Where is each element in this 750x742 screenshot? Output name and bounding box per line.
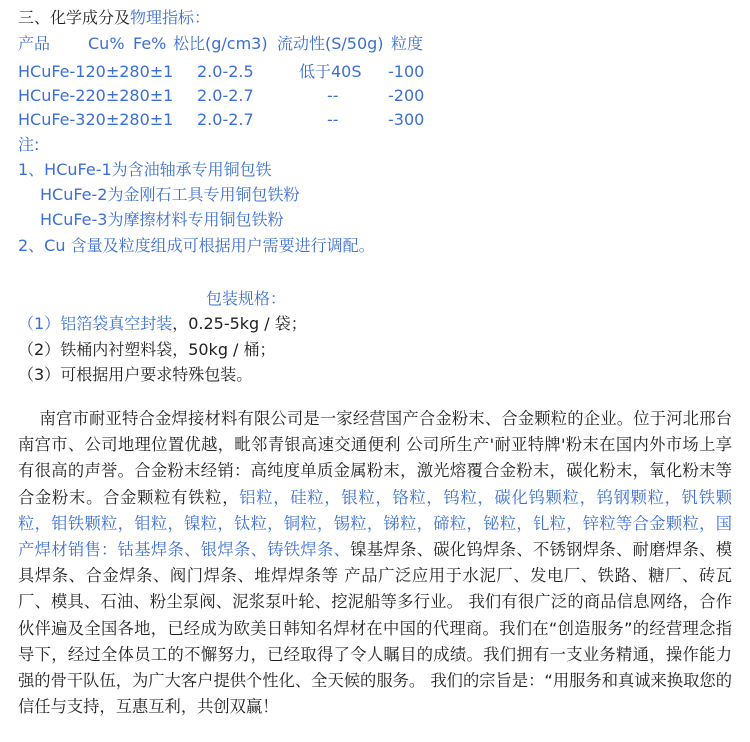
packaging-item-num: （2） <box>18 340 61 359</box>
company-description-highlight: 铝粒，硅粒，银粒，铬粒，钨粒，碳化钨颗粒，钨钢颗粒，钒铁颗粒，钼铁颗粒，钼粒，镍粒，钛粒，铜粒，锡粒，锑粒，碲粒，铋粒，钆粒，锌粒等合金颗粒，国产焊材销售：钴基焊条、银焊条、铸铁焊条、 <box>18 487 732 560</box>
packaging-item <box>18 365 252 385</box>
note-item: HCuFe-3为摩擦材料专用铜包铁粉 <box>40 210 284 229</box>
packaging-item-num: （3） <box>18 365 61 384</box>
table-header-fe: Fe% <box>133 34 167 53</box>
table-header-product: 产品 <box>18 34 51 53</box>
company-description <box>18 406 732 720</box>
table-row-product: HCuFe-220±280±1 <box>18 86 174 105</box>
packaging-item <box>18 314 307 334</box>
table-row-size: -300 <box>388 110 425 129</box>
section-heading-suffix: 物理指标： <box>130 8 211 27</box>
note-item: HCuFe-2为金刚石工具专用铜包铁粉 <box>40 185 300 204</box>
packaging-item-text: 铁桶内衬塑料袋，50kg / 桶； <box>60 340 276 359</box>
table-row-product: HCuFe-320±280±1 <box>18 110 174 129</box>
table-row-flow: 低于40S <box>299 62 362 81</box>
packaging-item-text: 可根据用户要求特殊包装。 <box>60 365 253 384</box>
table-row-bulk: 2.0-2.7 <box>197 110 254 129</box>
packaging-item-num: （1） <box>18 314 61 333</box>
table-row-flow: -- <box>327 86 339 105</box>
note-item: 1、HCuFe-1为含油轴承专用铜包铁 <box>18 160 272 179</box>
section-heading <box>18 8 210 28</box>
packaging-item <box>18 340 276 360</box>
company-description-part1: 南宫市耐亚特合金焊接材料有限公司是一家经营国产合金粉末、合金颗粒的企业。位于河北邢台南宫市、公司地理位置优越，毗邻青银高速交通便利 公司所生产'耐亚特牌'粉末在国内外市场上享有很高的声誉。合金粉末经销：高纯度单质金属粉末，激光熔覆合金粉末，碳化粉末，氧化粉末等合金粉末。合金颗粒有铁粒， <box>18 409 732 507</box>
company-description-part3: 镍基焊条、碳化钨焊条、不锈钢焊条、耐磨焊条、模具焊条、合金焊条、阀门焊条、堆焊焊条等 产品广泛应用于水泥厂、发电厂、铁路、糖厂、砖瓦厂、模具、石油、粉尘泵阀、泥浆泵叶轮、挖泥船等多行业。 我们有很广泛的商品信息网络，合作伙伴遍及全国各地，已经成为欧美日韩知名焊材在中国的代理商。我们在“创造服务”的经营理念指导下，经过全体员工的不懈努力，已经取得了令人瞩目的成绩。我们拥有一支业务精通，操作能力强的骨干队伍，为广大客户提供个性化、全天候的服务。 我们的宗旨是：“用服务和真诚来换取您的信任与支持，互惠互利，共创双赢！ <box>18 540 732 717</box>
packaging-title: 包装规格： <box>206 289 287 308</box>
table-row-bulk: 2.0-2.7 <box>197 86 254 105</box>
note-item: 2、Cu 含量及粒度组成可根据用户需要进行调配。 <box>18 236 375 255</box>
table-header-cu: Cu% <box>88 34 125 53</box>
table-row-product: HCuFe-120±280±1 <box>18 62 174 81</box>
table-row-flow: -- <box>327 110 339 129</box>
packaging-item-text: ，0.25-5kg / 袋； <box>172 314 307 333</box>
table-row-size: -100 <box>388 62 425 81</box>
section-heading-prefix: 三、化学成分及 <box>18 8 131 27</box>
table-header-size: 粒度 <box>391 34 424 53</box>
table-header-flow: 流动性(S/50g) <box>277 34 384 53</box>
table-header-bulk: 松比(g/cm3) <box>173 34 268 53</box>
table-row-bulk: 2.0-2.5 <box>197 62 254 81</box>
table-row-size: -200 <box>388 86 425 105</box>
packaging-item-text-highlight: 铝箔袋真空封装 <box>60 314 173 333</box>
notes-label: 注: <box>18 135 40 154</box>
